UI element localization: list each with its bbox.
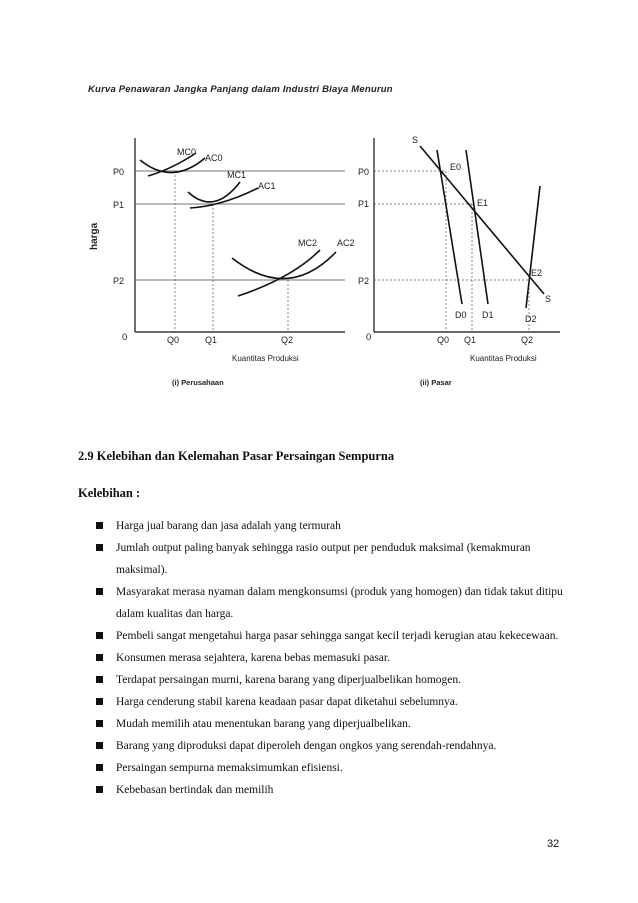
list-item (96, 713, 566, 735)
list-item (96, 691, 566, 713)
supply-label-top: S (412, 135, 419, 145)
label-e1: E1 (477, 198, 489, 208)
label-e2: E2 (531, 268, 543, 278)
list-item-text: Terdapat persaingan murni, karena barang yang diperjualbelikan homogen. (116, 674, 462, 686)
left-x-axis-label: Kuantitas Produksi (232, 354, 299, 363)
left-panel (89, 138, 355, 387)
list-item (96, 581, 566, 625)
bullet-marker (96, 764, 103, 771)
right-caption: (ii) Pasar (420, 378, 452, 387)
list-item-text: Pembeli sangat mengetahui harga pasar sehingga sangat kecil terjadi kerugian atau kekecewaan. (116, 630, 559, 642)
list-item-text: Harga jual barang dan jasa adalah yang termurah (116, 520, 341, 532)
bullet-marker (96, 522, 103, 529)
list-item-text: Harga cenderung stabil karena keadaan pasar dapat diketahui sebelumnya. (116, 696, 458, 708)
label-ac1: AC1 (258, 181, 276, 191)
right-price-label-p2: P2 (358, 276, 370, 286)
list-item-text: Mudah memilih atau menentukan barang yang diperjualbelikan. (116, 718, 411, 730)
bullet-marker (96, 720, 103, 727)
label-e0: E0 (450, 162, 462, 172)
curve-ac2 (232, 252, 336, 279)
right-price-label-p0: P0 (358, 167, 370, 177)
curve-ac0 (140, 158, 205, 173)
list-item-text: Jumlah output paling banyak sehingga rasio output per penduduk maksimal (kemakmuran maksimal). (116, 542, 531, 576)
label-mc0: MC0 (177, 147, 197, 157)
list-item (96, 647, 566, 669)
list-item (96, 515, 566, 537)
left-quantity-label-q1: Q1 (205, 335, 218, 345)
list-item-text: Konsumen merasa sejahtera, karena bebas memasuki pasar. (116, 652, 390, 664)
left-price-label-p1: P1 (113, 200, 125, 210)
left-quantity-label-q0: Q0 (167, 335, 180, 345)
label-mc2: MC2 (298, 238, 318, 248)
left-y-axis-label: harga (89, 222, 100, 250)
right-quantity-label-q0: Q0 (437, 335, 450, 345)
supply-curve (420, 146, 544, 294)
right-origin-label: 0 (366, 332, 372, 343)
bullet-marker (96, 676, 103, 683)
bullet-marker (96, 742, 103, 749)
label-ac0: AC0 (205, 153, 223, 163)
list-item-text: Persaingan sempurna memaksimumkan efisiensi. (116, 762, 343, 774)
figure-title: Kurva Penawaran Jangka Panjang dalam Industri Biaya Menurun (88, 84, 393, 95)
list-item (96, 537, 566, 581)
bullet-marker (96, 588, 103, 595)
list-item (96, 735, 566, 757)
left-origin-label: 0 (122, 332, 128, 343)
label-d1: D1 (482, 310, 494, 320)
page-number: 32 (547, 838, 560, 850)
list-item-text: Masyarakat merasa nyaman dalam mengkonsumsi (produk yang homogen) dan tidak takut ditipu dalam kualitas dan harga. (116, 586, 563, 620)
section-heading: 2.9 Kelebihan dan Kelemahan Pasar Persaingan Sempurna (78, 449, 395, 463)
label-d2: D2 (525, 314, 537, 324)
list-item (96, 757, 566, 779)
demand-curve-d0 (437, 150, 462, 304)
left-price-label-p2: P2 (113, 276, 125, 286)
left-price-label-p0: P0 (113, 167, 125, 177)
list-item (96, 669, 566, 691)
bullet-marker (96, 632, 103, 639)
right-quantity-label-q1: Q1 (464, 335, 477, 345)
label-d0: D0 (455, 310, 467, 320)
figure (0, 0, 638, 400)
left-caption: (i) Perusahaan (172, 378, 224, 387)
label-mc1: MC1 (227, 170, 247, 180)
bullet-marker (96, 654, 103, 661)
supply-label-bottom: S (545, 294, 552, 304)
right-quantity-label-q2: Q2 (521, 335, 534, 345)
right-price-label-p1: P1 (358, 199, 370, 209)
list-item (96, 625, 566, 647)
advantages-list (96, 515, 566, 801)
demand-curve-d1 (466, 150, 488, 304)
bullet-marker (96, 786, 103, 793)
bullet-marker (96, 698, 103, 705)
demand-curve-d2 (526, 186, 543, 308)
bullet-marker (96, 544, 103, 551)
diagram-svg (0, 0, 638, 400)
list-item-text: Kebebasan bertindak dan memilih (116, 784, 274, 796)
subheading: Kelebihan : (78, 486, 141, 500)
list-item (96, 779, 566, 801)
right-panel (358, 135, 560, 387)
left-quantity-label-q2: Q2 (281, 335, 294, 345)
label-ac2: AC2 (337, 238, 355, 248)
list-item-text: Barang yang diproduksi dapat diperoleh dengan ongkos yang serendah-rendahnya. (116, 740, 497, 752)
right-x-axis-label: Kuantitas Produksi (470, 354, 537, 363)
